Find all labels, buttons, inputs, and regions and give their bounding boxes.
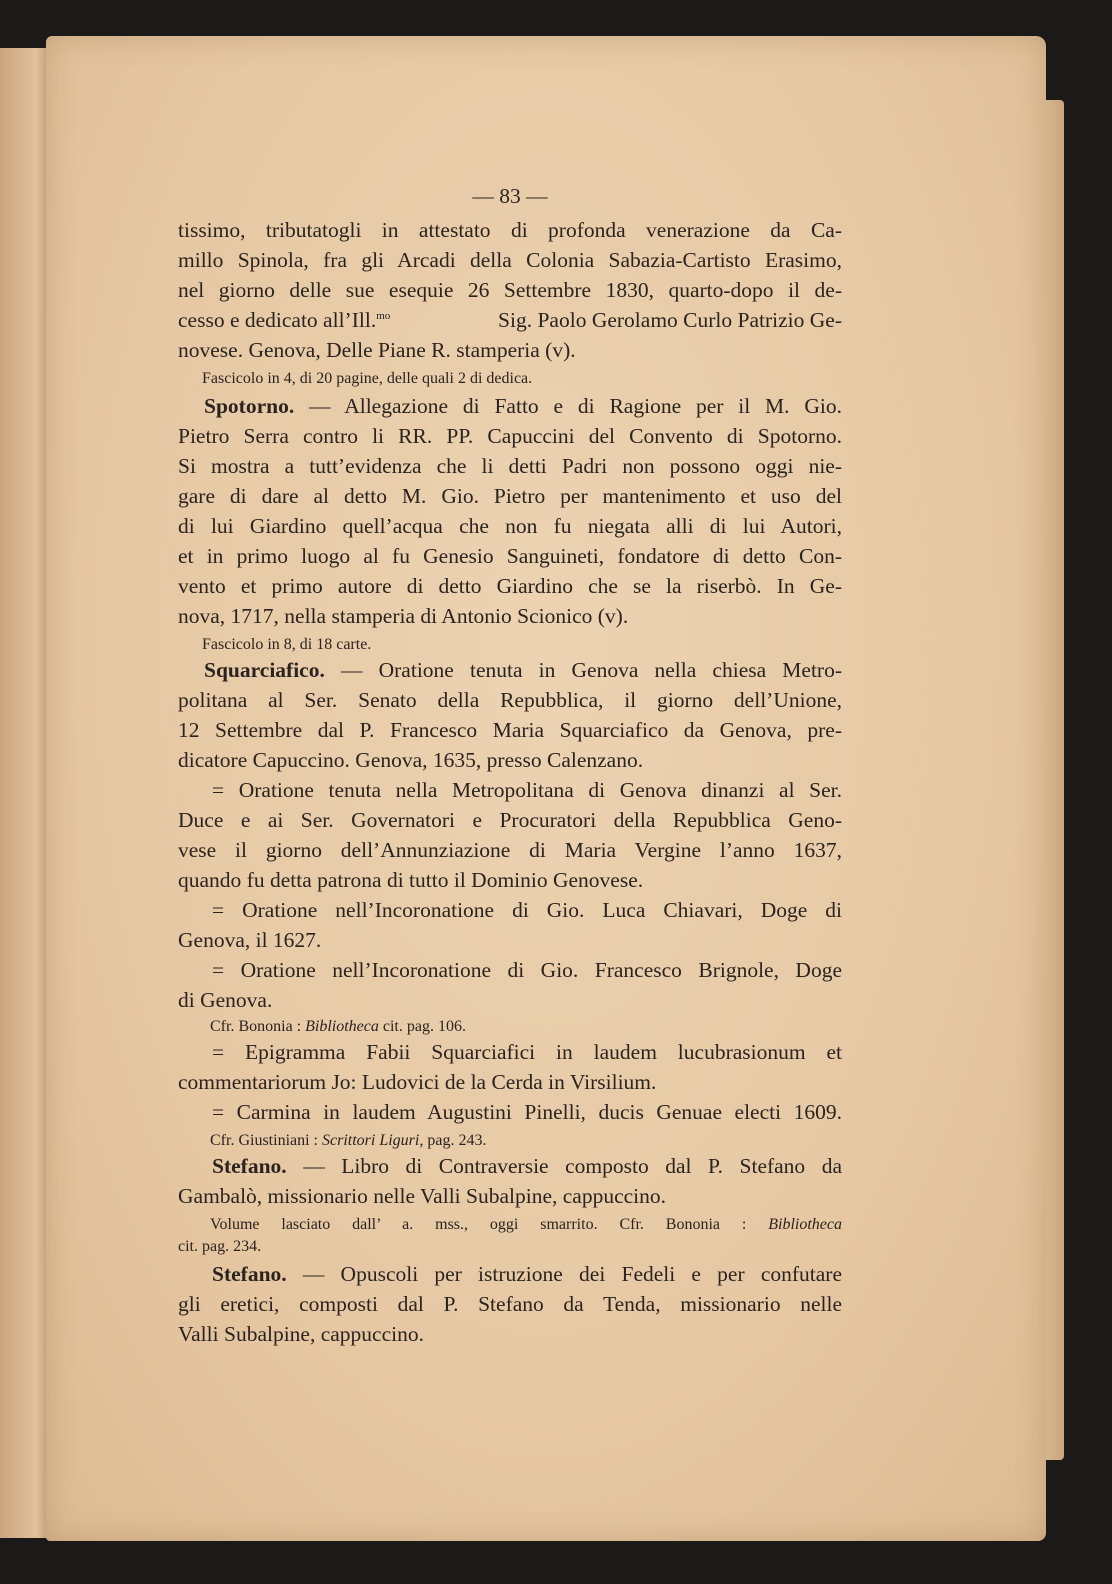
entry-squarciafico — [204, 658, 842, 683]
text-line: Si mostra a tutt’evidenza che li detti Padri non possono oggi nie- — [178, 454, 842, 478]
text-fragment: Cfr. Bononia : — [210, 1018, 302, 1035]
text-fragment: pag. 243. — [427, 1132, 487, 1149]
text-line: nel giorno delle sue esequie 26 Settembre 1830, quarto-dopo il de- — [178, 278, 842, 302]
entry-spotorno — [204, 394, 842, 419]
text-line: gli eretici, composti dal P. Stefano da Tenda, missionario nelle — [178, 1292, 842, 1316]
text-line: millo Spinola, fra gli Arcadi della Colonia Sabazia-Cartisto Erasimo, — [178, 248, 842, 272]
text-line: tissimo, tributatogli in attestato di profonda venerazione da Ca- — [178, 218, 842, 242]
text-line: commentariorum Jo: Ludovici de la Cerda in Virsilium. — [178, 1070, 657, 1094]
text-line: di Genova. — [178, 988, 273, 1012]
facing-page-edge — [0, 48, 52, 1538]
text-fragment: — Opuscoli per istruzione dei Fedeli e per confutare — [302, 1262, 842, 1286]
page-number: — 83 — — [472, 184, 548, 208]
text-line: 12 Settembre dal P. Francesco Maria Squarciafico da Genova, pre- — [178, 718, 842, 742]
text-line: = Oratione tenuta nella Metropolitana di Genova dinanzi al Ser. — [212, 778, 842, 802]
text-line: politana al Ser. Senato della Repubblica, il giorno dell’Unione, — [178, 688, 842, 712]
footnote: Fascicolo in 4, di 20 pagine, delle quali 2 di dedica. — [202, 370, 533, 387]
text-line: novese. Genova, Delle Piane R. stamperia (v). — [178, 338, 576, 362]
text-line: di lui Giardino quell’acqua che non fu niegata alli di lui Autori, — [178, 514, 842, 538]
page-edge-right — [1046, 100, 1064, 1460]
text-line: Genova, il 1627. — [178, 928, 322, 952]
text-line: Valli Subalpine, cappuccino. — [178, 1322, 424, 1346]
text-fragment: Bibliotheca — [305, 1018, 379, 1035]
entry-heading: Spotorno. — [204, 394, 295, 418]
citation — [210, 1132, 842, 1150]
text-line: Duce e ai Ser. Governatori e Procuratori della Repubblica Geno- — [178, 808, 842, 832]
text-line: = Oratione nell’Incoronatione di Gio. Francesco Brignole, Doge — [212, 958, 842, 982]
text-fragment: cit. pag. 106. — [382, 1018, 466, 1035]
entry-heading: Stefano. — [212, 1154, 287, 1178]
text-line: = Epigramma Fabii Squarciafici in laudem lucubrasionum et — [212, 1040, 842, 1064]
text-line: Pietro Serra contro li RR. PP. Capuccini del Convento di Spotorno. — [178, 424, 842, 448]
text-line — [178, 308, 842, 333]
superscript: mo — [376, 309, 391, 322]
footnote — [210, 1216, 842, 1234]
text-fragment: cesso e dedicato all’Ill. — [178, 308, 377, 332]
text-fragment: — Oratione tenuta in Genova nella chiesa Metro- — [340, 658, 842, 682]
text-line: vese il giorno dell’Annunziazione di Maria Vergine l’anno 1637, — [178, 838, 842, 862]
entry-stefano — [212, 1262, 842, 1287]
text-line: = Carmina in laudem Augustini Pinelli, ducis Genuae electi 1609. — [212, 1100, 842, 1124]
text-fragment: Cfr. Giustiniani : — [210, 1132, 318, 1149]
text-line: et in primo luogo al fu Genesio Sanguineti, fondatore di detto Con- — [178, 544, 842, 568]
text-line: dicatore Capuccino. Genova, 1635, presso Calenzano. — [178, 748, 644, 772]
text-fragment: Volume lasciato dall’ a. mss., oggi smarrito. Cfr. Bononia : — [210, 1216, 747, 1233]
text-line: quando fu detta patrona di tutto il Dominio Genovese. — [178, 868, 644, 892]
text-fragment: Scrittori Liguri, — [322, 1132, 424, 1149]
text-line: gare di dare al detto M. Gio. Pietro per mantenimento et uso del — [178, 484, 842, 508]
text-fragment: Sig. Paolo Gerolamo Curlo Patrizio Ge- — [498, 308, 842, 332]
text-line: = Oratione nell’Incoronatione di Gio. Luca Chiavari, Doge di — [212, 898, 842, 922]
citation — [210, 1018, 842, 1036]
text-fragment: — Allegazione di Fatto e di Ragione per il M. Gio. — [309, 394, 842, 418]
footnote: Fascicolo in 8, di 18 carte. — [202, 636, 372, 653]
text-line: Gambalò, missionario nelle Valli Subalpine, cappuccino. — [178, 1184, 667, 1208]
text-fragment: Bibliotheca — [768, 1216, 843, 1233]
entry-heading: Stefano. — [212, 1262, 287, 1286]
entry-stefano — [212, 1154, 842, 1179]
entry-heading: Squarciafico. — [204, 658, 325, 682]
text-line: nova, 1717, nella stamperia di Antonio Scionico (v). — [178, 604, 629, 628]
footnote: cit. pag. 234. — [178, 1238, 262, 1255]
text-fragment: — Libro di Contraversie composto dal P. Stefano da — [303, 1154, 842, 1178]
text-line: vento et primo autore di detto Giardino che se la riserbò. In Ge- — [178, 574, 842, 598]
